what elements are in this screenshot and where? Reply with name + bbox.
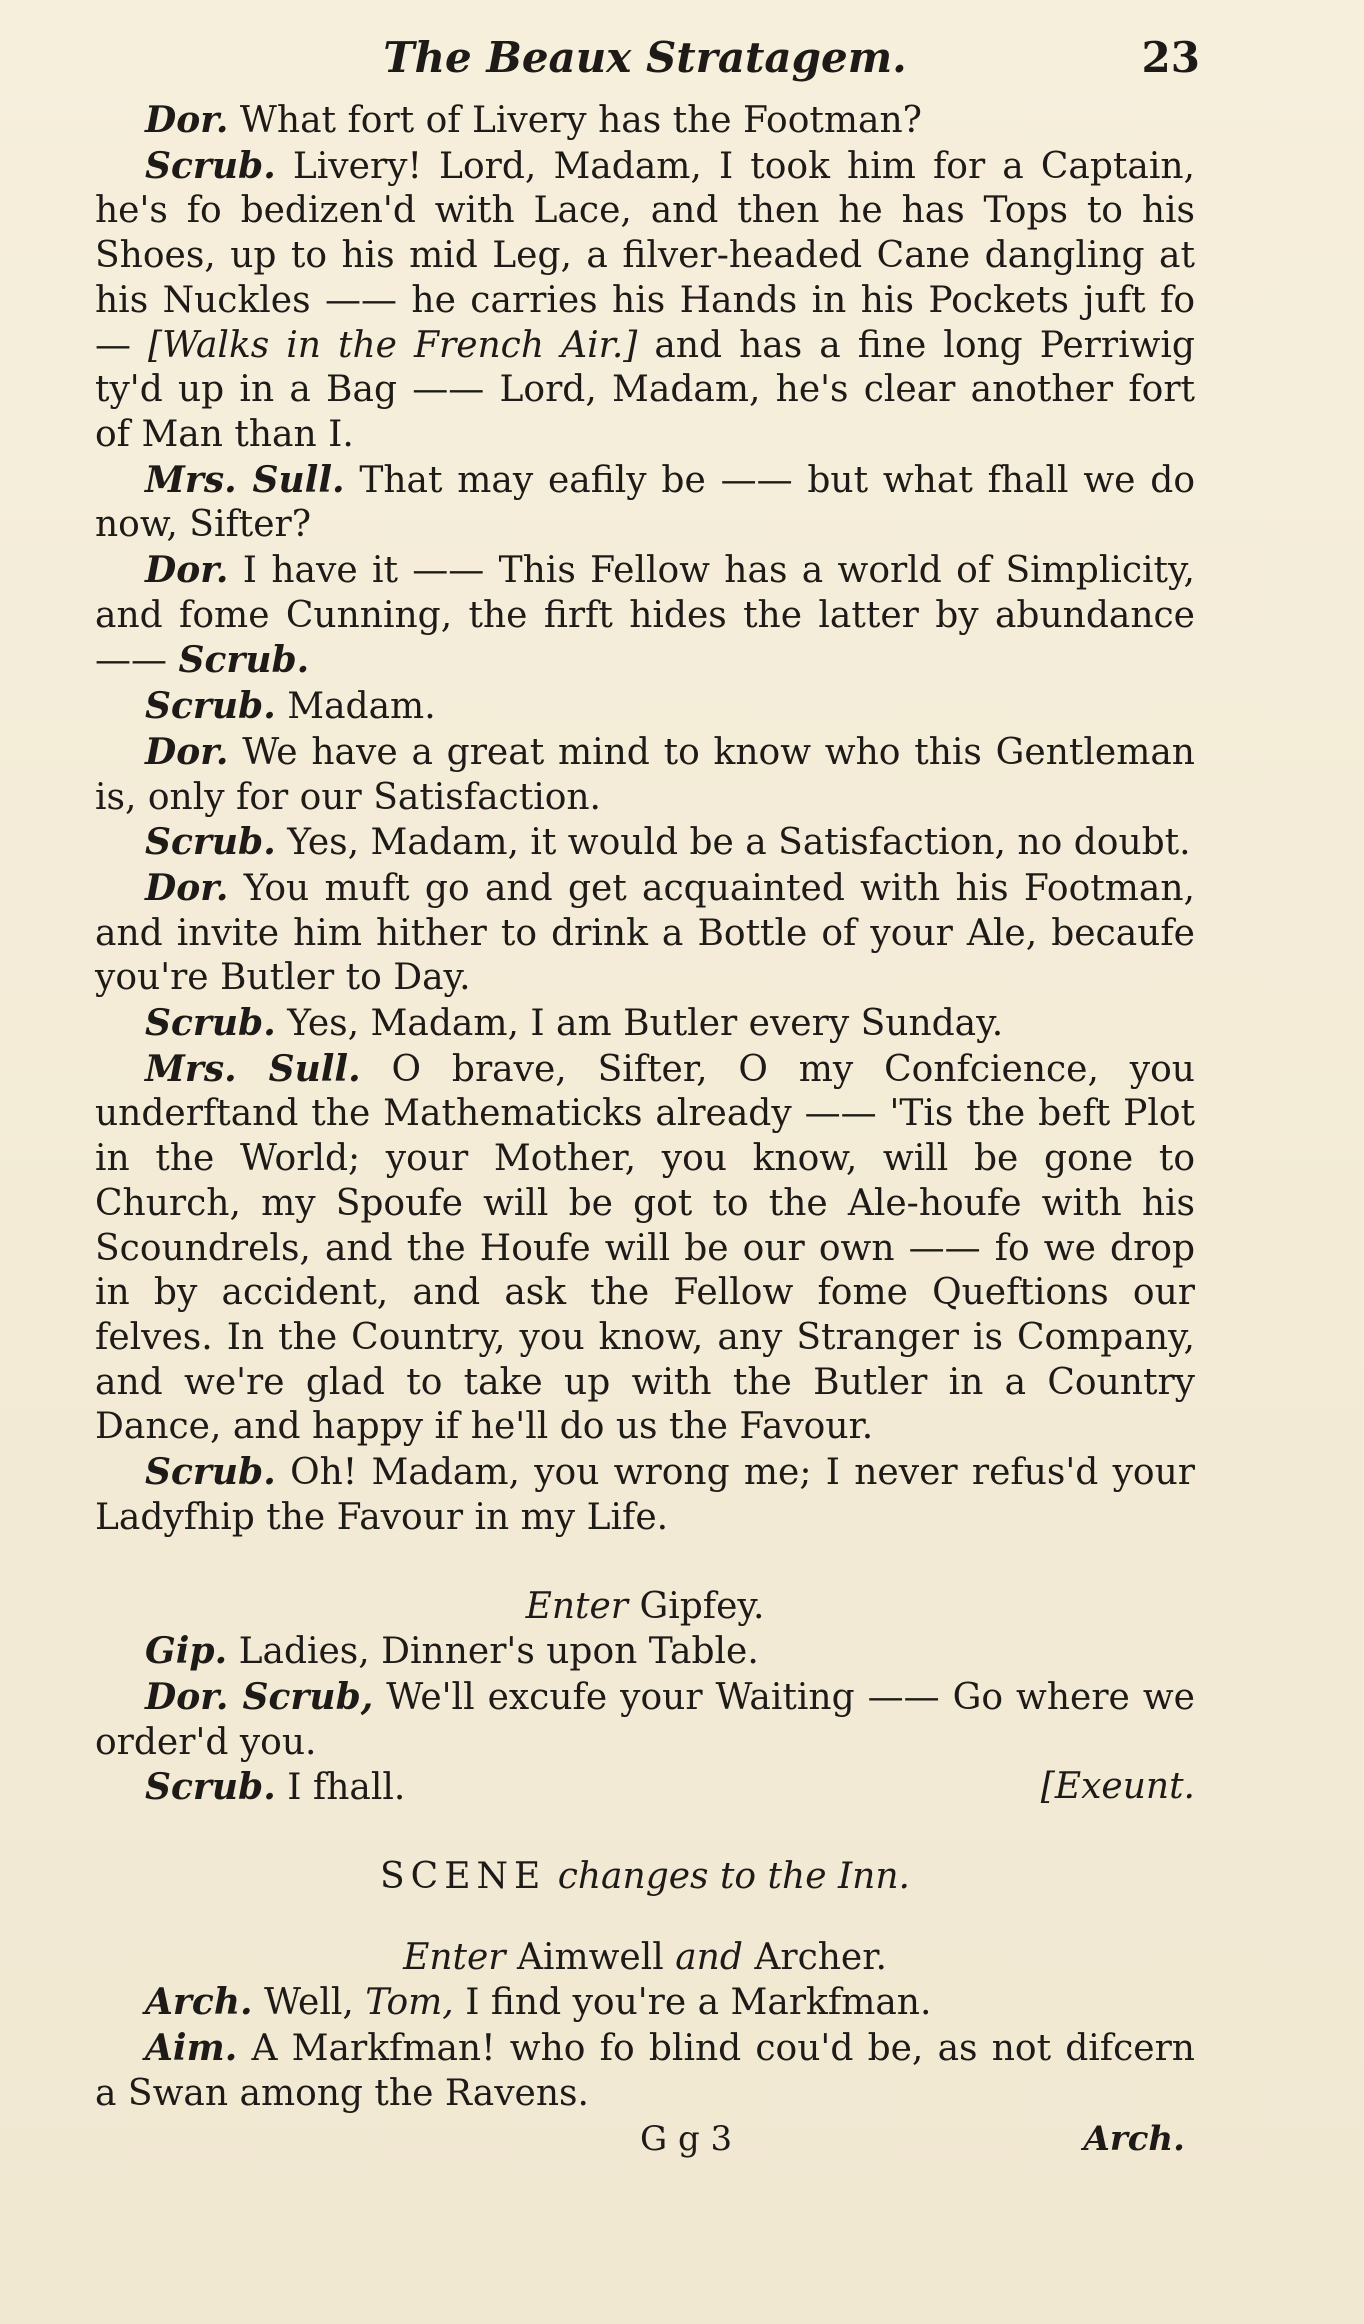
speech-text: Madam. (287, 686, 436, 728)
exeunt-direction: [Exeunt. (1040, 1766, 1195, 1808)
speech-text: We'll excufe your Waiting —— Go where we order'd you. (95, 1676, 1195, 1763)
speech-arch-1 (95, 1980, 1195, 2026)
speech-text: That may eafily be —— but what fhall we do now, Sifter? (95, 459, 1195, 546)
character-name: Gipfey. (639, 1585, 765, 1627)
speaker-label: Dor. Scrub, (145, 1675, 374, 1718)
speaker-label: Dor. (145, 730, 229, 773)
stage-entry-gipsey (95, 1585, 1195, 1630)
speech-mrs-sull-2 (95, 1047, 1195, 1450)
speaker-label: Scrub. (145, 1451, 276, 1494)
speech-dor-scrub (95, 1675, 1195, 1765)
speaker-label: Dor. (145, 866, 229, 909)
speech-text: O brave, Sifter, O my Confcience, you underftand the Mathematicks already —— 'Tis the beft Plot in the World; your Mother, you know, will be gone to Church, my Spoufe will be got to the Ale-houfe with his Scoundrels, and the Houfe will be our own —— fo we drop in by accident, and ask the Fellow fome Queftions our felves. In the Country, you know, any Stranger is Company, and we're glad to take up with the Butler in a Country Dance, and happy if he'll do us the Favour. (95, 1048, 1195, 1448)
name-tom: Tom, (365, 1982, 454, 2024)
speech-scrub-1 (95, 144, 1195, 458)
speech-dor-4 (95, 866, 1195, 1001)
speech-scrub-3 (95, 820, 1195, 866)
speaker-label: Dor. (145, 99, 229, 141)
speech-scrub-5 (95, 1450, 1195, 1540)
speech-text: Well, (263, 1982, 354, 2024)
spacer (95, 1900, 1195, 1936)
page-number: 23 (1141, 33, 1200, 82)
character-name: Aimwell (516, 1936, 664, 1978)
page-footer (95, 2117, 1195, 2167)
speech-gip-1 (95, 1629, 1195, 1675)
speaker-label: Dor. (145, 549, 229, 592)
address-name: Scrub. (178, 639, 310, 682)
speaker-label: Scrub. (145, 821, 276, 864)
speaker-label: Aim. (145, 2027, 238, 2070)
speaker-label: Scrub. (145, 1002, 276, 1045)
and-word: and (675, 1936, 743, 1978)
speech-dor-2 (95, 548, 1195, 684)
speaker-label: Scrub. (145, 144, 276, 187)
running-title: The Beaux Stratagem. (383, 33, 907, 82)
speech-dor-1 (95, 98, 1195, 144)
speech-scrub-4 (95, 1001, 1195, 1047)
spacer (95, 1811, 1195, 1855)
speaker-label: Scrub. (145, 685, 276, 728)
speech-text: You muft go and get acquainted with his Footman, and invite him hither to drink a Bottle of your Ale, becaufe you're Butler to Day. (95, 867, 1195, 999)
speech-text: Livery! Lord, Madam, I took him for a Captain, he's fo bedizen'd with Lace, and then he has Tops to his Shoes, up to his mid Leg, a filver-headed Cane dangling at his Nuckles —— he carries his Hands in his Pockets juft fo — (95, 145, 1195, 366)
stage-direction: [Walks in the French Air.] (148, 324, 638, 366)
signature-mark: G g 3 (640, 2118, 733, 2159)
speech-text: I have it —— This Fellow has a world of Simplicity, and fome Cunning, the firft hides the latter by abundance —— (95, 550, 1195, 682)
speech-text: and has a fine long Perriwig ty'd up in a Bag —— Lord, Madam, he's clear another fort of Man than I. (95, 324, 1195, 455)
exit-line (95, 1765, 1195, 1811)
page-text (95, 28, 1200, 2167)
catchword: Arch. (1083, 2118, 1185, 2159)
speaker-label: Mrs. Sull. (145, 458, 345, 501)
scene-text: changes to the Inn. (557, 1856, 910, 1898)
speech-text: I find you're a Markfman. (465, 1982, 932, 2024)
speech-text: A Markfman! who fo blind cou'd be, as not difcern a Swan among the Ravens. (95, 2028, 1195, 2114)
speech-text: Yes, Madam, it would be a Satisfaction, no doubt. (287, 822, 1191, 864)
speech-scrub-2 (95, 684, 1195, 730)
speaker-label: Scrub. (145, 1766, 276, 1809)
speech-aim-1 (95, 2026, 1195, 2116)
speech-text: Oh! Madam, you wrong me; I never refus'd your Ladyfhip the Favour in my Life. (95, 1452, 1195, 1538)
page-header (95, 28, 1200, 98)
speech-text: We have a great mind to know who this Gentleman is, only for our Satisfaction. (95, 731, 1195, 818)
speaker-label: Gip. (145, 1630, 228, 1673)
speech-text: What fort of Livery has the Footman? (239, 100, 922, 141)
stage-entry-aimwell-archer (95, 1936, 1195, 1981)
enter-word: Enter (403, 1936, 506, 1978)
speech-mrs-sull-1 (95, 458, 1195, 548)
character-name: Archer. (754, 1936, 887, 1978)
speech-dor-3 (95, 730, 1195, 820)
scene-label: SCENE (379, 1856, 547, 1898)
enter-word: Enter (525, 1585, 629, 1627)
spacer (95, 1541, 1195, 1585)
speech-text: I fhall. (287, 1767, 406, 1809)
speech-text: Yes, Madam, I am Butler every Sunday. (287, 1003, 1004, 1045)
speaker-label: Mrs. Sull. (145, 1047, 361, 1090)
speech-text: Ladies, Dinner's upon Table. (238, 1631, 759, 1673)
exit-speech (145, 1765, 405, 1811)
scene-heading (95, 1855, 1195, 1900)
speaker-label: Arch. (145, 1981, 253, 2024)
